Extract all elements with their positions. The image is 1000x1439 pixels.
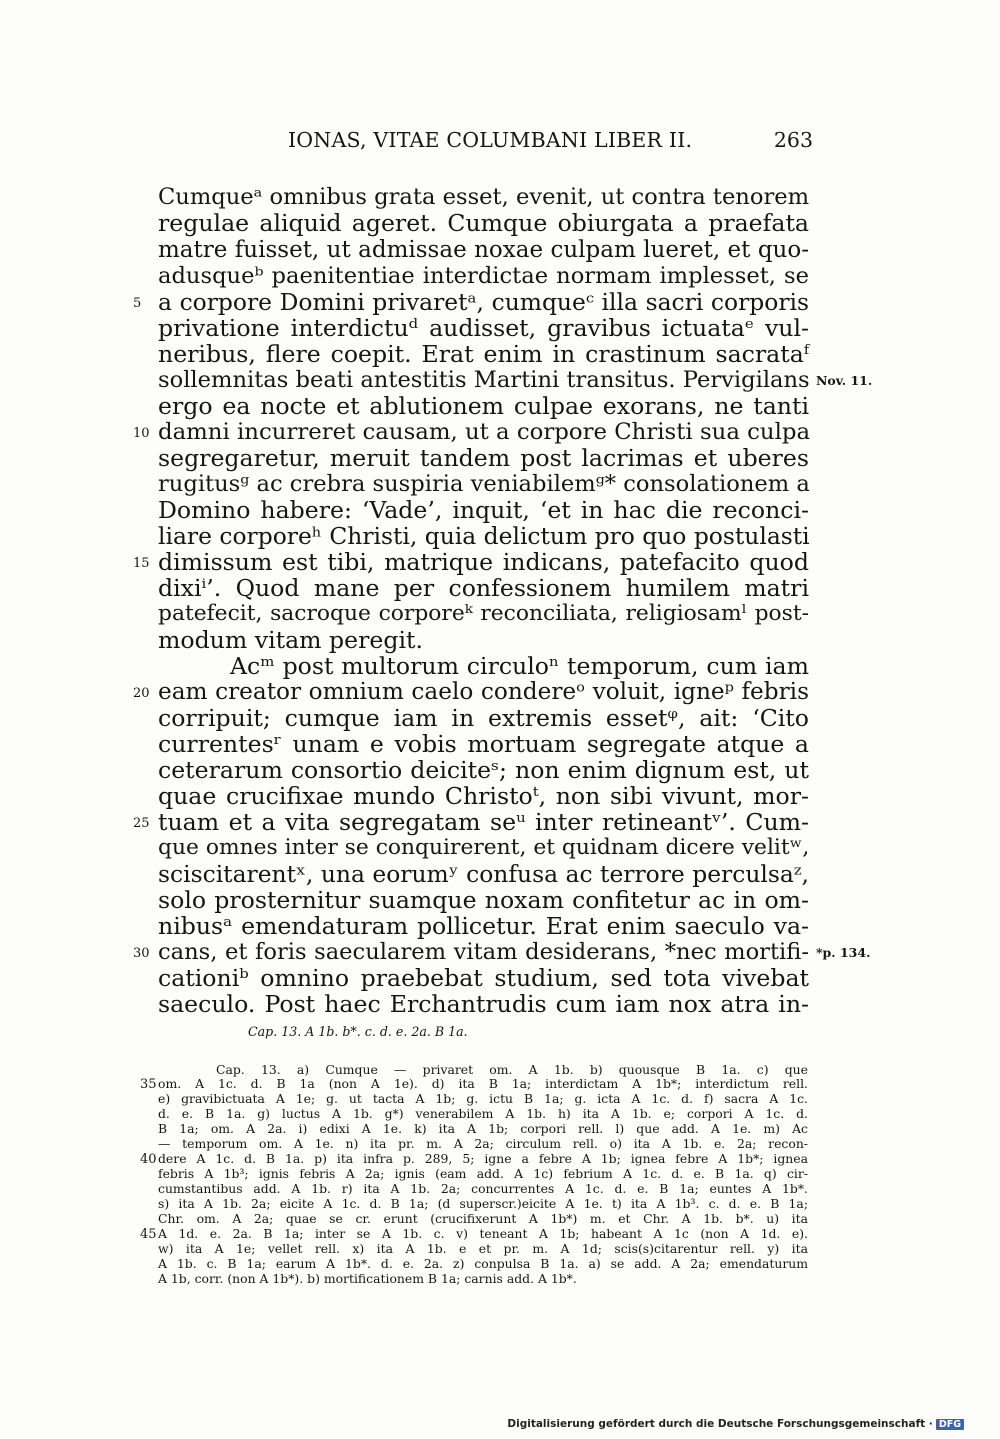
text-line: ceterarum consortio deiciteˢ; non enim dignum est, ut [158, 756, 809, 784]
line-number: 15 [133, 556, 150, 571]
text-line: damni incurreret causam, ut a corpore Christi sua culpa [158, 419, 811, 445]
text-line: solo prosternitur suamque noxam confitetur ac in om- [158, 886, 809, 914]
line-number: 10 [133, 426, 150, 441]
running-header [288, 128, 813, 160]
apparatus-line: A 1d. e. 2a. B 1a; inter se A 1b. c. v) teneant A 1b; habeant A 1c (non A 1d. e). [158, 1226, 808, 1241]
text-line: ergo ea nocte et ablutionem culpae exorans, ne tanti [158, 392, 809, 420]
apparatus-line: — temporum om. A 1e. n) ita pr. m. A 2a; circulum rell. o) ita A 1b. e. 2a; recon- [158, 1136, 808, 1151]
text-line: tuam et a vita segregatam seᵘ inter retineantᵛ’. Cum- [158, 808, 809, 836]
text-line: a corpore Domini privaretᵃ, cumqueᶜ illa sacri corporis [158, 288, 809, 316]
text-line: modum vitam peregit. [158, 626, 423, 654]
text-line: adusqueᵇ paenitentiae interdictae normam implesset, se [158, 263, 809, 289]
text-line: Domino habere: ‘Vade’, inquit, ‘et in hac die reconci- [158, 496, 809, 524]
text-line: neribus, flere coepit. Erat enim in crastinum sacrataᶠ [158, 340, 809, 368]
line-number: 20 [133, 686, 150, 701]
apparatus-line: om. A 1c. d. B 1a (non A 1e). d) ita B 1a; interdictam A 1b*; interdictum rell. [158, 1076, 808, 1091]
text-line: currentesʳ unam e vobis mortuam segregate atque a [158, 730, 809, 758]
text-line: eam creator omnium caelo condereᵒ voluit, igneᵖ febris [158, 678, 809, 705]
text-line: cans, et foris saecularem vitam desiderans, *nec mortifi- [158, 939, 809, 965]
credit-text: Digitalisierung gefördert durch die Deutsche Forschungsgemeinschaft · [507, 1418, 933, 1430]
digitization-credit [507, 1418, 964, 1430]
line-number: 25 [133, 816, 150, 831]
text-line: liare corporeʰ Christi, quia delictum pro quo postulasti [158, 522, 810, 550]
text-line: Acᵐ post multorum circuloⁿ temporum, cum iam [230, 652, 809, 680]
apparatus-line: A 1b. c. B 1a; earum A 1b*. d. e. 2a. z) conpulsa B 1a. a) se add. A 2a; emendaturum [158, 1256, 808, 1271]
text-line: Cumqueᵃ omnibus grata esset, evenit, ut contra tenorem [158, 184, 810, 210]
text-line: que omnes inter se conquirerent, et quidnam dicere velitʷ, [158, 835, 810, 860]
apparatus-line: s) ita A 1b. 2a; eicite A 1c. d. B 1a; (d superscr.)eicite A 1e. t) ita A 1b³. c. d. e. B 1a; [158, 1196, 808, 1211]
text-line: quae crucifixae mundo Christoᵗ, non sibi vivunt, mor- [158, 782, 809, 810]
line-number: 5 [133, 296, 142, 311]
text-line: saeculo. Post haec Erchantrudis cum iam nox atra in- [158, 990, 809, 1018]
apparatus-line: Cap. 13. a) Cumque — privaret om. A 1b. b) quousque B 1a. c) que [216, 1062, 808, 1077]
line-number: 30 [133, 946, 150, 961]
text-line: segregaretur, meruit tandem post lacrimas et uberes [158, 444, 809, 472]
text-line: matre fuisset, ut admissae noxae culpam lueret, et quo- [158, 237, 809, 263]
text-line: dimissum est tibi, matrique indicans, patefacito quod [158, 548, 809, 576]
apparatus-line: dere A 1c. d. B 1a. p) ita infra p. 289, 5; igne a febre A 1b; ignea febre A 1b*; ignea [158, 1151, 808, 1166]
text-line: sciscitarentˣ, una eorumʸ confusa ac terrore perculsaᶻ, [158, 860, 809, 888]
text-line: regulae aliquid ageret. Cumque obiurgata a praefata [158, 209, 809, 237]
text-line: cationiᵇ omnino praebebat studium, sed tota vivebat [158, 964, 809, 992]
apparatus-line-number: 35 [140, 1077, 157, 1092]
apparatus-line: cumstantibus add. A 1b. r) ita A 1b. 2a; concurrentes A 1c. d. e. B 1a; euntes A 1b*. [158, 1181, 808, 1196]
apparatus-line: Chr. om. A 2a; quae se cr. erunt (crucifixerunt A 1b*) m. et Chr. A 1b. b*. u) ita [158, 1211, 808, 1226]
text-line: corripuit; cumque iam in extremis essetᵠ, ait: ‘Cito [158, 704, 809, 732]
apparatus-line: d. e. B 1a. g) luctus A 1b. g*) venerabilem A 1b. h) ita A 1b. e; corpori A 1c. d. [158, 1106, 808, 1121]
page-number: 263 [773, 128, 813, 152]
apparatus-line: febris A 1b³; ignis febris A 2a; ignis (eam add. A 1c) febrium A 1c. d. e. B 1a. q) cir- [158, 1166, 808, 1181]
margin-note-date: Nov. 11. [816, 373, 873, 388]
apparatus-line-number: 40 [140, 1152, 157, 1167]
text-line: sollemnitas beati antestitis Martini transitus. Pervigilans [158, 367, 810, 393]
apparatus-line: A 1b, corr. (non A 1b*). b) mortificationem B 1a; carnis add. A 1b*. [158, 1271, 577, 1286]
apparatus-manuscripts: Cap. 13. A 1b. b*. c. d. e. 2a. B 1a. [248, 1024, 468, 1039]
text-line: dixiⁱ’. Quod mane per confessionem humilem matri [158, 574, 809, 602]
margin-note-page-ref: *p. 134. [816, 945, 871, 960]
text-line: patefecit, sacroque corporeᵏ reconciliata, religiosamˡ post- [158, 601, 809, 626]
apparatus-line: e) gravibictuata A 1e; g. ut tacta A 1b; g. ictu B 1a; g. icta A 1c. d. f) sacra A 1c. [158, 1091, 808, 1106]
text-line: privatione interdictuᵈ audisset, gravibus ictuataᵉ vul- [158, 314, 809, 342]
apparatus-line-number: 45 [140, 1227, 157, 1242]
text-line: nibusᵃ emendaturam pollicetur. Erat enim saeculo va- [158, 912, 809, 940]
text-line: rugitusᵍ ac crebra suspiria veniabilemᵍ* consolationem a [158, 471, 810, 497]
dfg-logo: DFG [936, 1419, 964, 1430]
apparatus-line: w) ita A 1e; vellet rell. x) ita A 1b. e et pr. m. A 1d; scis(s)citarentur rell. y) ita [158, 1241, 808, 1256]
apparatus-line: B 1a; om. A 2a. i) edixi A 1e. k) ita A 1b; corpori rell. l) que add. A 1e. m) Ac [158, 1121, 808, 1136]
running-title: IONAS, VITAE COLUMBANI LIBER II. [288, 128, 693, 152]
